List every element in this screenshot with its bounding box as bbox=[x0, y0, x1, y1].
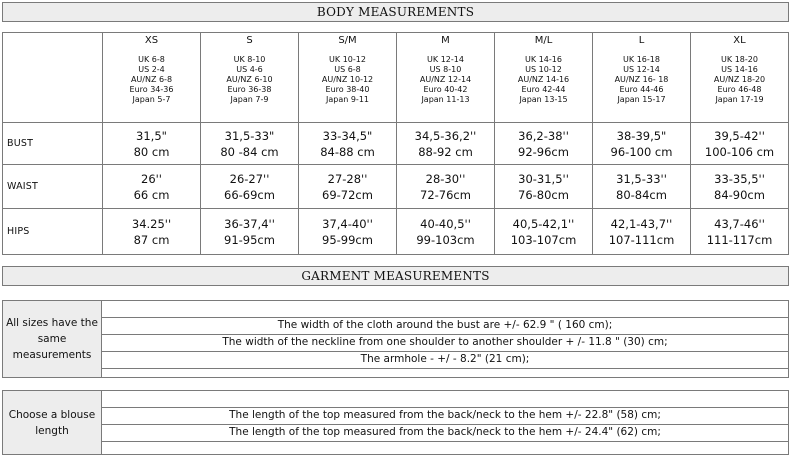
size-conversion: AU/NZ 12-14 bbox=[419, 75, 472, 84]
size-header-cell bbox=[103, 33, 201, 123]
garment-all-sizes-box bbox=[2, 300, 789, 378]
measurement-cell bbox=[299, 209, 397, 255]
size-conversion: AU/NZ 18-20 bbox=[713, 75, 766, 84]
measurement-cell bbox=[593, 165, 691, 209]
measurement-inches: 33-35,5'' bbox=[714, 171, 765, 186]
measurement-cm: 76-80cm bbox=[518, 187, 569, 202]
measurement-label: HIPS bbox=[3, 209, 103, 255]
measurement-inches: 36-37,4'' bbox=[224, 216, 275, 231]
measurement-cm: 103-107cm bbox=[510, 232, 577, 247]
measurement-inches: 39,5-42'' bbox=[714, 128, 765, 143]
measurement-cell bbox=[593, 209, 691, 255]
size-conversion: Japan 17-19 bbox=[715, 95, 764, 104]
measurement-cell bbox=[495, 165, 593, 209]
size-conversion: US 12-14 bbox=[623, 65, 660, 74]
measurement-cell bbox=[593, 123, 691, 165]
blouse-length-label bbox=[2, 390, 102, 455]
measurement-cm: 95-99cm bbox=[322, 232, 373, 247]
size-name: L bbox=[638, 35, 645, 46]
measurement-cm: 107-111cm bbox=[608, 232, 675, 247]
size-conversion: UK 16-18 bbox=[623, 55, 660, 64]
size-conversion: Japan 5-7 bbox=[132, 95, 171, 104]
size-header-cell bbox=[691, 33, 789, 123]
measurement-cell bbox=[299, 123, 397, 165]
garment-measurement-line bbox=[102, 301, 788, 318]
measurement-inches: 34.25'' bbox=[131, 216, 172, 231]
size-conversion: Japan 15-17 bbox=[617, 95, 666, 104]
garment-measurement-line bbox=[102, 369, 788, 386]
body-measurements-title: BODY MEASUREMENTS bbox=[2, 2, 789, 22]
measurement-inches: 37,4-40'' bbox=[322, 216, 373, 231]
measurement-cell bbox=[397, 165, 495, 209]
measurement-cell bbox=[691, 209, 789, 255]
measurement-inches: 26-27'' bbox=[229, 171, 270, 186]
garment-measurement-line bbox=[102, 391, 788, 408]
measurement-cm: 111-117cm bbox=[706, 232, 773, 247]
measurement-cell bbox=[201, 123, 299, 165]
measurement-label: BUST bbox=[3, 123, 103, 165]
measurement-cell bbox=[103, 123, 201, 165]
size-name: M bbox=[441, 35, 450, 46]
garment-measurement-line bbox=[102, 442, 788, 459]
measurement-cell bbox=[691, 165, 789, 209]
size-conversion: US 10-12 bbox=[525, 65, 562, 74]
garment-all-sizes-label bbox=[2, 300, 102, 378]
measurement-inches: 42,1-43,7'' bbox=[610, 216, 673, 231]
measurement-inches: 34,5-36,2'' bbox=[414, 128, 477, 143]
measurement-cm: 69-72cm bbox=[322, 187, 373, 202]
measurement-cm: 66-69cm bbox=[224, 187, 275, 202]
size-conversion: Japan 7-9 bbox=[230, 95, 269, 104]
measurement-cm: 88-92 cm bbox=[418, 144, 473, 159]
measurement-inches: 36,2-38'' bbox=[518, 128, 569, 143]
size-header-row bbox=[3, 33, 789, 123]
garment-measurement-line: The width of the cloth around the bust are +/- 62.9 " ( 160 cm); bbox=[102, 318, 788, 335]
size-conversion: Japan 11-13 bbox=[421, 95, 470, 104]
measurement-inches: 40,5-42,1'' bbox=[512, 216, 575, 231]
measurement-cm: 80 cm bbox=[133, 144, 170, 159]
size-conversion: US 14-16 bbox=[721, 65, 758, 74]
garment-measurement-line: The length of the top measured from the back/neck to the hem +/- 24.4" (62) cm; bbox=[102, 425, 788, 442]
measurement-cm: 92-96cm bbox=[518, 144, 569, 159]
measurement-inches: 38-39,5" bbox=[616, 128, 667, 143]
measurement-cm: 66 cm bbox=[133, 187, 170, 202]
measurement-cell bbox=[397, 209, 495, 255]
size-conversion: Euro 42-44 bbox=[521, 85, 566, 94]
size-conversion: Euro 44-46 bbox=[619, 85, 664, 94]
blouse-length-lines bbox=[101, 390, 789, 455]
measurement-cm: 91-95cm bbox=[224, 232, 275, 247]
size-conversion: UK 6-8 bbox=[138, 55, 165, 64]
size-name: M/L bbox=[534, 35, 553, 46]
measurement-cm: 99-103cm bbox=[416, 232, 475, 247]
measurement-inches: 26'' bbox=[141, 171, 162, 186]
measurement-inches: 28-30'' bbox=[425, 171, 466, 186]
size-conversion: AU/NZ 10-12 bbox=[321, 75, 374, 84]
measurement-cell bbox=[495, 123, 593, 165]
garment-all-sizes-label-text: All sizes have the same measurements bbox=[6, 317, 98, 361]
blouse-length-label-text: Choose a blouse length bbox=[8, 408, 96, 437]
measurement-inches: 40-40,5'' bbox=[420, 216, 471, 231]
garment-measurement-line: The width of the neckline from one shoulder to another shoulder + /- 11.8 " (30) cm; bbox=[102, 335, 788, 352]
size-conversion: UK 10-12 bbox=[329, 55, 366, 64]
size-conversion: Euro 34-36 bbox=[129, 85, 174, 94]
garment-measurements-title: GARMENT MEASUREMENTS bbox=[2, 266, 789, 286]
size-conversion: US 8-10 bbox=[429, 65, 462, 74]
measurement-inches: 30-31,5'' bbox=[518, 171, 569, 186]
size-header-cell bbox=[397, 33, 495, 123]
measurement-row-bust bbox=[3, 123, 789, 165]
measurement-label: WAIST bbox=[3, 165, 103, 209]
measurement-cell bbox=[495, 209, 593, 255]
measurement-inches: 33-34,5" bbox=[322, 128, 373, 143]
measurement-cm: 87 cm bbox=[133, 232, 170, 247]
measurement-cell bbox=[201, 165, 299, 209]
measurement-cell bbox=[103, 209, 201, 255]
measurement-cm: 100-106 cm bbox=[704, 144, 775, 159]
size-conversion: UK 8-10 bbox=[233, 55, 266, 64]
size-name: S bbox=[246, 35, 253, 46]
measurement-row-waist bbox=[3, 165, 789, 209]
size-conversion: US 4-6 bbox=[236, 65, 263, 74]
size-conversion: UK 12-14 bbox=[427, 55, 464, 64]
size-conversion: US 2-4 bbox=[138, 65, 165, 74]
size-header-cell bbox=[299, 33, 397, 123]
measurement-cm: 96-100 cm bbox=[610, 144, 673, 159]
measurement-cm: 84-88 cm bbox=[320, 144, 375, 159]
measurement-cm: 84-90cm bbox=[714, 187, 765, 202]
corner-cell bbox=[3, 33, 103, 123]
size-header-cell bbox=[495, 33, 593, 123]
size-conversion: AU/NZ 6-8 bbox=[130, 75, 173, 84]
measurement-cell bbox=[299, 165, 397, 209]
size-header-cell bbox=[201, 33, 299, 123]
measurement-cm: 72-76cm bbox=[420, 187, 471, 202]
measurement-cell bbox=[691, 123, 789, 165]
size-conversion: AU/NZ 6-10 bbox=[226, 75, 273, 84]
size-conversion: Euro 36-38 bbox=[227, 85, 272, 94]
measurement-row-hips bbox=[3, 209, 789, 255]
measurement-inches: 31,5" bbox=[136, 128, 167, 143]
size-conversion: Euro 46-48 bbox=[717, 85, 762, 94]
size-header-cell bbox=[593, 33, 691, 123]
size-conversion: UK 18-20 bbox=[721, 55, 758, 64]
measurement-inches: 31,5-33'' bbox=[616, 171, 667, 186]
measurement-cm: 80-84cm bbox=[616, 187, 667, 202]
size-conversion: Euro 38-40 bbox=[325, 85, 370, 94]
size-conversion: Japan 13-15 bbox=[519, 95, 568, 104]
size-conversion: UK 14-16 bbox=[525, 55, 562, 64]
size-conversion: AU/NZ 16- 18 bbox=[614, 75, 669, 84]
measurement-cell bbox=[397, 123, 495, 165]
size-conversion: Japan 9-11 bbox=[325, 95, 369, 104]
size-name: XL bbox=[733, 35, 746, 46]
size-name: XS bbox=[144, 35, 159, 46]
measurement-cell bbox=[201, 209, 299, 255]
garment-all-sizes-lines bbox=[101, 300, 789, 378]
garment-measurement-line: The armhole - +/ - 8.2" (21 cm); bbox=[102, 352, 788, 369]
body-measurements-table bbox=[2, 32, 789, 255]
measurement-inches: 43,7-46'' bbox=[714, 216, 765, 231]
measurement-cell bbox=[103, 165, 201, 209]
measurement-inches: 31,5-33" bbox=[224, 128, 275, 143]
size-conversion: AU/NZ 14-16 bbox=[517, 75, 570, 84]
size-name: S/M bbox=[338, 35, 357, 46]
blouse-length-box bbox=[2, 390, 789, 455]
measurement-cm: 80 -84 cm bbox=[220, 144, 279, 159]
size-conversion: US 6-8 bbox=[334, 65, 361, 74]
garment-measurement-line: The length of the top measured from the back/neck to the hem +/- 22.8" (58) cm; bbox=[102, 408, 788, 425]
size-conversion: Euro 40-42 bbox=[423, 85, 468, 94]
measurement-inches: 27-28'' bbox=[327, 171, 368, 186]
